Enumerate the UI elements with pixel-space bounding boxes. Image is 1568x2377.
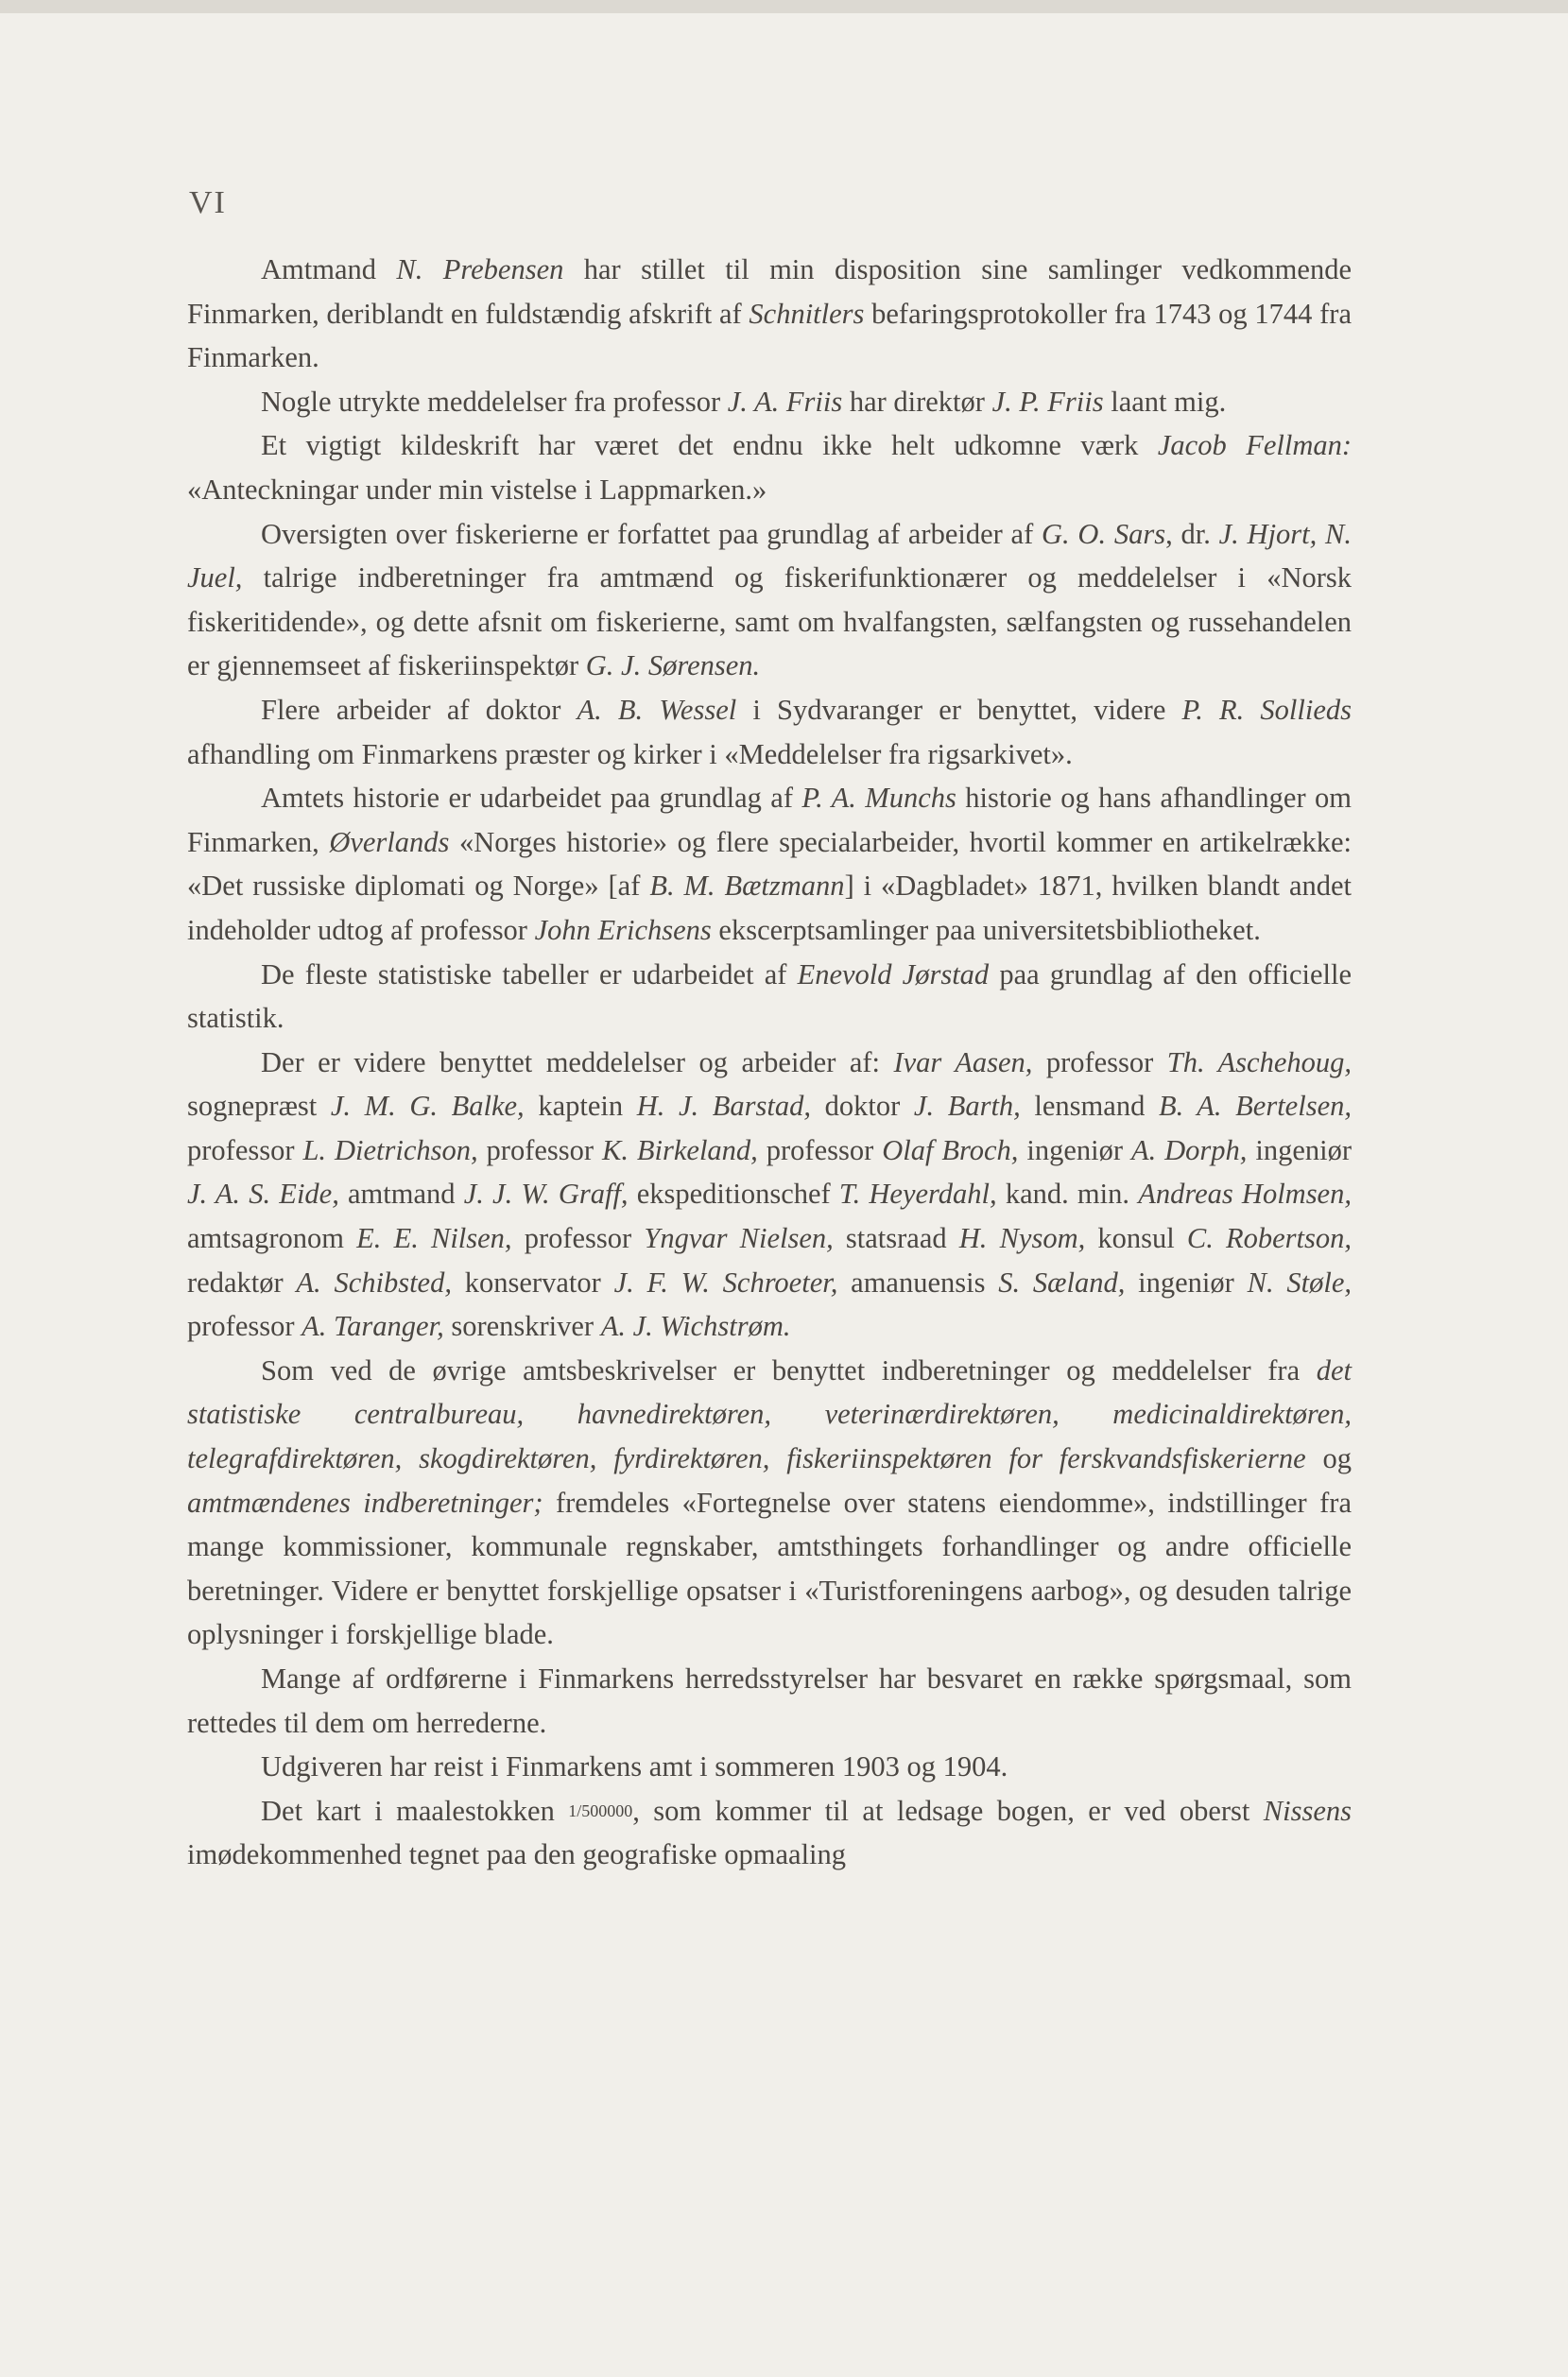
- italic-text: C. Robertson,: [1186, 1222, 1352, 1255]
- body-text: [187, 248, 1352, 1877]
- text-run: lensmand: [1020, 1090, 1159, 1123]
- text-run: ingeniør: [1247, 1133, 1352, 1166]
- text-run: sognepræst: [187, 1090, 331, 1123]
- italic-text: det statistiske centralbureau, havnedirektøren, veterinærdirektøren, medicinaldirektøren, telegrafdirektøren, skogdirektøren, fyrdirektøren, fiskeriinspektøren for ferskvandsfiskerierne: [187, 1353, 1352, 1475]
- italic-text: J. P. Friis: [991, 385, 1104, 418]
- italic-text: L. Dietrichson,: [302, 1133, 478, 1166]
- text-run: ingeniør: [1125, 1266, 1248, 1299]
- scan-top-edge: [0, 0, 1568, 13]
- text-run: «Anteckningar under min vistelse i Lappmarken.»: [187, 473, 767, 506]
- text-run: sorenskriver: [443, 1310, 601, 1343]
- paragraph: [187, 1349, 1352, 1657]
- italic-text: G. O. Sars: [1042, 517, 1166, 550]
- text-run: konsul: [1085, 1222, 1187, 1255]
- text-run: befaringsprotokoller fra 1743 og 1744 fra Finmarken.: [187, 297, 1352, 374]
- text-run: kaptein: [524, 1090, 637, 1123]
- text-run: amanuensis: [837, 1266, 999, 1299]
- text-run: har stillet til min disposition sine samlinger vedkommende Finmarken, deriblandt en fuldstændig afskrift af: [187, 253, 1352, 330]
- italic-text: J. M. G. Balke,: [330, 1090, 525, 1123]
- text-run: i Sydvaranger er benyttet, videre: [736, 693, 1182, 726]
- italic-text: G. J. Sørensen.: [585, 649, 761, 682]
- italic-text: S. Sæland,: [998, 1266, 1126, 1299]
- text-run: Flere arbeider af doktor: [261, 693, 577, 726]
- italic-text: Nissens: [1263, 1794, 1352, 1827]
- italic-text: N. Støle,: [1247, 1266, 1352, 1299]
- paragraph: [187, 953, 1352, 1041]
- text-run: , dr.: [1165, 517, 1219, 550]
- text-run: professor: [1032, 1045, 1167, 1078]
- italic-text: A. J. Wichstrøm.: [600, 1310, 791, 1343]
- text-run: professor: [477, 1133, 602, 1166]
- italic-text: Jacob Fellman:: [1157, 429, 1352, 462]
- text-run: statsraad: [833, 1222, 959, 1255]
- italic-text: Olaf Broch,: [882, 1133, 1019, 1166]
- scale-fraction: 1/500000: [568, 1800, 633, 1820]
- paragraph: [187, 380, 1352, 424]
- text-run: Der er videre benyttet meddelelser og arbeider af:: [261, 1045, 894, 1078]
- italic-text: J. A. S. Eide,: [187, 1178, 339, 1211]
- text-run: doktor: [811, 1090, 914, 1123]
- text-run: Mange af ordførerne i Finmarkens herredsstyrelser har besvaret en række spørgsmaal, som rettedes til dem om herrederne.: [187, 1662, 1352, 1739]
- text-run: , som kommer til at ledsage bogen, er ved oberst: [632, 1794, 1264, 1827]
- text-run: afhandling om Finmarkens præster og kirker i «Meddelelser fra rigsarkivet».: [187, 737, 1073, 770]
- text-run: professor: [757, 1133, 883, 1166]
- text-run: imødekommenhed tegnet paa den geografiske opmaaling: [187, 1838, 847, 1871]
- text-run: konservator: [451, 1266, 614, 1299]
- text-run: paa grundlag af den officielle statistik.: [187, 957, 1352, 1035]
- italic-text: Th. Aschehoug,: [1166, 1045, 1352, 1078]
- italic-text: Andreas Holmsen,: [1138, 1178, 1352, 1211]
- paragraph: [187, 1789, 1352, 1877]
- paragraph: [187, 1041, 1352, 1349]
- text-run: professor: [187, 1133, 303, 1166]
- italic-text: J. J. W. Graff,: [463, 1178, 629, 1211]
- italic-text: A. B. Wessel: [577, 693, 737, 726]
- italic-text: H. J. Barstad,: [636, 1090, 812, 1123]
- italic-text: A. Taranger,: [302, 1310, 444, 1343]
- italic-text: Ivar Aasen,: [893, 1045, 1033, 1078]
- italic-text: amtmændenes indberetninger;: [187, 1486, 543, 1519]
- text-run: amtmand: [338, 1178, 464, 1211]
- italic-text: E. E. Nilsen,: [356, 1222, 512, 1255]
- italic-text: B. A. Bertelsen,: [1158, 1090, 1352, 1123]
- italic-text: B. M. Bætzmann: [649, 870, 845, 903]
- text-run: Som ved de øvrige amtsbeskrivelser er benyttet indberetninger og meddelelser fra: [261, 1353, 1317, 1387]
- paragraph: [187, 1745, 1352, 1789]
- italic-text: J. A. Friis: [727, 385, 843, 418]
- text-run: kand. min.: [996, 1178, 1139, 1211]
- text-run: De fleste statistiske tabeller er udarbeidet af: [261, 957, 798, 990]
- italic-text: H. Nysom,: [958, 1222, 1086, 1255]
- text-run: og: [1305, 1442, 1352, 1475]
- italic-text: J. F. W. Schroeter,: [613, 1266, 838, 1299]
- italic-text: J. Hjort, N. Juel,: [187, 517, 1352, 594]
- text-run: har direktør: [842, 385, 992, 418]
- italic-text: Øverlands: [329, 825, 450, 858]
- text-run: talrige indberetninger fra amtmænd og fiskerifunktionærer og meddelelser i «Norsk fiskeritidende», og dette afsnit om fiskerierne, samt om hvalfangsten, sælfangsten og russehandelen er gjennemseet af fiskeriinspektør: [187, 561, 1352, 682]
- text-run: ingeniør: [1018, 1133, 1131, 1166]
- paragraph: [187, 688, 1352, 776]
- page-number: VI: [189, 185, 227, 220]
- text-run: redaktør: [187, 1266, 297, 1299]
- italic-text: P. A. Munchs: [801, 782, 956, 815]
- text-run: ] i «Dagbladet» 1871, hvilken blandt andet indeholder udtog af professor: [187, 870, 1352, 946]
- italic-text: P. R. Sollieds: [1181, 693, 1352, 726]
- paragraph: [187, 248, 1352, 380]
- italic-text: Schnitlers: [749, 297, 865, 330]
- text-run: professor: [187, 1310, 302, 1343]
- text-run: Det kart i maalestokken: [261, 1794, 569, 1827]
- italic-text: A. Schibsted,: [296, 1266, 452, 1299]
- italic-text: K. Birkeland,: [602, 1133, 758, 1166]
- paragraph: [187, 1657, 1352, 1745]
- text-run: Udgiveren har reist i Finmarkens amt i sommeren 1903 og 1904.: [261, 1750, 1008, 1783]
- text-run: ekspeditionschef: [628, 1178, 839, 1211]
- text-run: professor: [511, 1222, 645, 1255]
- italic-text: N. Prebensen: [396, 253, 564, 285]
- text-run: Amtets historie er udarbeidet paa grundlag af: [261, 782, 802, 815]
- paragraph: [187, 423, 1352, 511]
- text-run: fremdeles «Fortegnelse over statens eiendomme», indstillinger fra mange kommissioner, kommunale regnskaber, amtsthingets forhandlinger og andre officielle beretninger. Videre er benyttet forskjellige opsatser i «Turistforeningens aarbog», og desuden talrige oplysninger i forskjellige blade.: [187, 1486, 1352, 1651]
- text-run: amtsagronom: [187, 1222, 357, 1255]
- text-run: «Norges historie» og flere specialarbeider, hvortil kommer en artikelrække: «Det russiske diplomati og Norge» [af: [187, 825, 1352, 903]
- italic-text: John Erichsens: [534, 913, 712, 946]
- italic-text: A. Dorph,: [1130, 1133, 1248, 1166]
- paragraph: [187, 512, 1352, 688]
- italic-text: Enevold Jørstad: [797, 957, 990, 990]
- text-run: Nogle utrykte meddelelser fra professor: [261, 385, 728, 418]
- text-run: laant mig.: [1103, 385, 1227, 418]
- text-run: historie og hans afhandlinger om Finmarken,: [187, 782, 1352, 858]
- text-run: ekscerptsamlinger paa universitetsbibliotheket.: [711, 913, 1261, 946]
- text-run: Oversigten over fiskerierne er forfattet paa grundlag af arbeider af: [261, 517, 1042, 550]
- italic-text: Yngvar Nielsen,: [644, 1222, 834, 1255]
- paragraph: [187, 776, 1352, 952]
- text-run: Et vigtigt kildeskrift har været det endnu ikke helt udkomne værk: [261, 429, 1158, 462]
- text-run: Amtmand: [261, 253, 397, 285]
- italic-text: T. Heyerdahl,: [838, 1178, 997, 1211]
- italic-text: J. Barth,: [913, 1090, 1021, 1123]
